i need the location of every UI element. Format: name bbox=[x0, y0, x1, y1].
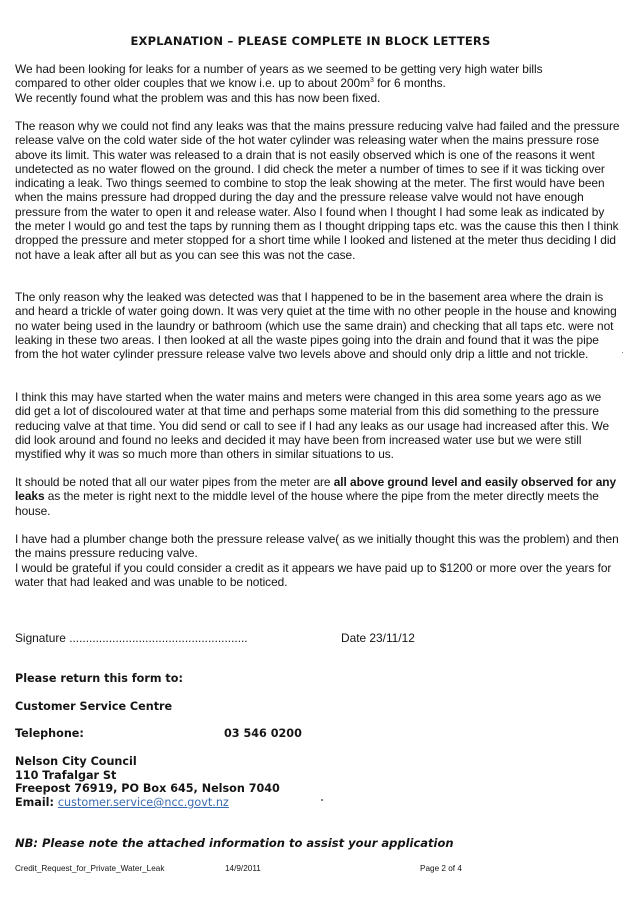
postal-address: Freepost 76919, PO Box 645, Nelson 7040 bbox=[15, 782, 280, 795]
service-centre: Customer Service Centre bbox=[15, 700, 173, 713]
intro-line-2-text: compared to other older couples that we know i.e. up to about 200m bbox=[15, 76, 370, 91]
email-label: Email: bbox=[15, 796, 58, 809]
pipes-text bbox=[15, 475, 620, 518]
street-address: 110 Trafalgar St bbox=[15, 769, 117, 782]
intro-line-3: We recently found what the problem was and this has now been fixed. bbox=[15, 90, 381, 105]
telephone-number: 03 546 0200 bbox=[224, 727, 302, 740]
pipes-text-bold: all above ground level and easily observed for any leaks bbox=[15, 475, 617, 504]
nb-note: NB: Please note the attached information to assist your application bbox=[15, 836, 454, 850]
paragraph-request bbox=[15, 532, 620, 589]
pipes-text-start: It should be noted that all our water pipes from the meter are bbox=[15, 475, 334, 489]
intro-line-1: We had been looking for leaks for a number of years as we seemed to be getting very high water bills bbox=[15, 62, 543, 76]
paragraph-detection bbox=[15, 290, 620, 361]
superscript-3: 3 bbox=[369, 77, 374, 85]
signature-line: Signature ...................................................... bbox=[15, 631, 248, 645]
paragraph-history bbox=[15, 390, 620, 461]
footer-page-number: Page 2 of 4 bbox=[420, 864, 462, 873]
detection-text: The only reason why the leaked was detected was that I happened to be in the basement area where the drain is and heard a trickle of water going down. It was very quiet at the time with no other people in the house and knowing no water being used in the laundry or bathroom (which use the same drain) and checking that all taps etc. were not leaking in these two areas. I then looked at all the waste pipes going into the drain and found that it was the pipe from the hot water cylinder pressure release valve two levels above and should only drip a little and not trickle. bbox=[15, 290, 617, 362]
email-link[interactable]: customer.service@ncc.govt.nz bbox=[57, 796, 229, 809]
scan-speck bbox=[321, 799, 323, 801]
request-line-2: I would be grateful if you could consider a credit as it appears we have paid up to $1200 or more over the years for water that had leaked and was unable to be noticed. bbox=[15, 560, 612, 589]
request-line-1: I have had a plumber change both the pressure release valve( as we initially thought this was the problem) and then the mains pressure reducing valve. bbox=[15, 532, 619, 561]
intro-line-2-end: for 6 months. bbox=[373, 76, 446, 91]
paragraph-reason bbox=[15, 119, 620, 262]
email-row bbox=[15, 796, 229, 809]
footer-date: 14/9/2011 bbox=[225, 864, 261, 873]
page-title: EXPLANATION – PLEASE COMPLETE IN BLOCK LETTERS bbox=[130, 34, 491, 48]
council-name: Nelson City Council bbox=[15, 755, 137, 768]
return-label: Please return this form to: bbox=[15, 672, 183, 685]
footer-form-name: Credit_Request_for_Private_Water_Leak bbox=[15, 864, 165, 873]
paragraph-pipes bbox=[15, 475, 620, 518]
paragraph-intro bbox=[15, 62, 620, 105]
pipes-text-end: as the meter is right next to the middle level of the house where the pipe from the meter directly meets the house. bbox=[15, 489, 599, 518]
telephone-row bbox=[15, 727, 415, 740]
scan-speck bbox=[622, 352, 623, 353]
telephone-label: Telephone: bbox=[15, 727, 84, 740]
date-field: Date 23/11/12 bbox=[341, 631, 415, 645]
reason-text: The reason why we could not find any leaks was that the mains pressure reducing valve had failed and the pressure release valve on the cold water side of the hot water cylinder was releasing water when the mains pressure rose above its limit. This water was released to a drain that is not easily observed which is one of the reasons it went undetected as no water flowed on the ground. I did check the meter a number of times to see if it was ticking over indicating a leak. Two things seemed to combine to stop the leak showing at the meter. The first would have been when the mains pressure had dropped during the day and the pressure release valve would not have enough pressure from the water to open it and release water. Also I found when I thought I had some leak as indicated by the meter I would go and test the taps by running them as I thought dripping taps etc. was the cause this then I think dropped the pressure and meter stopped for a short time while I looked and listened at the meter thus deciding I did not have a leak after all but as you can see this was not the case. bbox=[15, 119, 620, 262]
history-text: I think this may have started when the water mains and meters were changed in this area some years ago as we did get a lot of discoloured water at that time and perhaps some material from this did something to the pressure reducing valve at that time. You did send or call to see if I had any leaks as our usage had increased after this. We did look around and found no leeks and decided it may have been from increased water use but we were still mystified why it was so much more than others in similar situations to us. bbox=[15, 390, 610, 462]
intro-line-2 bbox=[15, 76, 620, 90]
